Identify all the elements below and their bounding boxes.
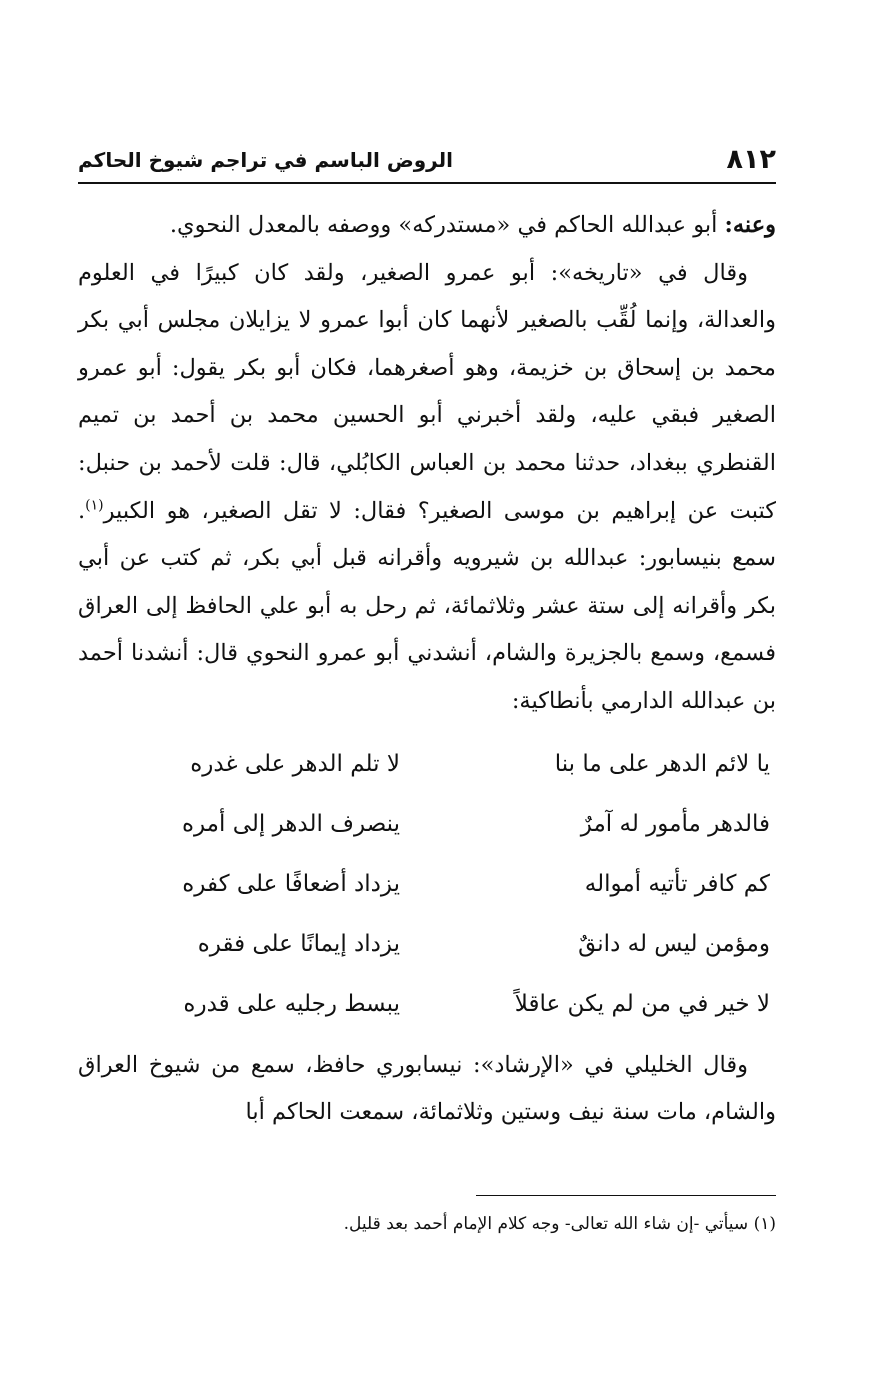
- verse-first-hemistich: يا لائم الدهر على ما بنا: [554, 750, 770, 777]
- poem-verse: [78, 794, 776, 854]
- poem-verse: [78, 854, 776, 914]
- verse-first-hemistich: لا خير في من لم يكن عاقلاً: [514, 990, 770, 1017]
- poem-verse: [78, 914, 776, 974]
- footnote: (١) سيأتي -إن شاء الله تعالى- وجه كلام الإمام أحمد بعد قليل.: [343, 1214, 776, 1234]
- verse-second-hemistich: يزداد أضعافًا على كفره: [182, 870, 400, 897]
- paragraph-text: وقال في «تاريخه»: أبو عمرو الصغير، ولقد كان كبيرًا في العلوم والعدالة، وإنما لُقِّب بالصغير لأنهما كان أبوا عمرو لا يزايلان مجلس أبي بكر محمد بن إسحاق بن خزيمة، وهو أصغرهما، فكان أبو بكر يقول: أبو عمرو الصغير فبقي عليه، ولقد أخبرني أبو الحسين محمد بن أحمد بن تميم القنطري ببغداد، حدثنا محمد بن العباس الكابُلي، قال: قلت لأحمد بن حنبل: كتبت عن إبراهيم بن موسى الصغير؟ فقال: لا تقل الصغير، هو الكبير: [78, 259, 776, 524]
- poem: [78, 734, 776, 1034]
- verse-second-hemistich: يبسط رجليه على قدره: [183, 990, 400, 1017]
- page-header: [78, 138, 776, 184]
- paragraph-lead: وعنه:: [724, 212, 776, 238]
- paragraph-3: [78, 1042, 776, 1137]
- verse-second-hemistich: ينصرف الدهر إلى أمره: [181, 810, 400, 837]
- poem-verse: [78, 974, 776, 1034]
- running-title: الروض الباسم في تراجم شيوخ الحاكم: [78, 148, 453, 172]
- main-text: [78, 202, 776, 1137]
- page-number: ٨١٢: [726, 144, 776, 175]
- verse-second-hemistich: لا تلم الدهر على غدره: [190, 750, 400, 777]
- paragraph-text-continued: . سمع بنيسابور: عبدالله بن شيرويه وأقرانه قبل أبي بكر، ثم كتب عن أبي بكر وأقرانه إلى ستة عشر وثلاثمائة، ثم رحل به أبو علي الحافظ إلى العراق فسمع، وسمع بالجزيرة والشام، أنشدني أبو عمرو النحوي قال: أنشدنا أحمد بن عبدالله الدارمي بأنطاكية:: [78, 497, 776, 714]
- page-content: [78, 0, 776, 1385]
- paragraph-2: [78, 250, 776, 726]
- footnote-separator: [476, 1195, 776, 1196]
- verse-first-hemistich: فالدهر مأمور له آمرٌ: [580, 810, 770, 837]
- paragraph-1: [78, 202, 776, 250]
- verse-first-hemistich: ومؤمن ليس له دانقٌ: [578, 930, 770, 957]
- footnote-reference[interactable]: (١): [85, 497, 104, 514]
- poem-verse: [78, 734, 776, 794]
- verse-first-hemistich: كم كافر تأتيه أمواله: [584, 870, 770, 897]
- paragraph-text: أبو عبدالله الحاكم في «مستدركه» ووصفه بالمعدل النحوي.: [169, 212, 725, 238]
- paragraph-text: وقال الخليلي في «الإرشاد»: نيسابوري حافظ، سمع من شيوخ العراق والشام، مات سنة نيف وستين وثلاثمائة، سمعت الحاكم أبا: [78, 1051, 776, 1126]
- verse-second-hemistich: يزداد إيمانًا على فقره: [197, 930, 400, 957]
